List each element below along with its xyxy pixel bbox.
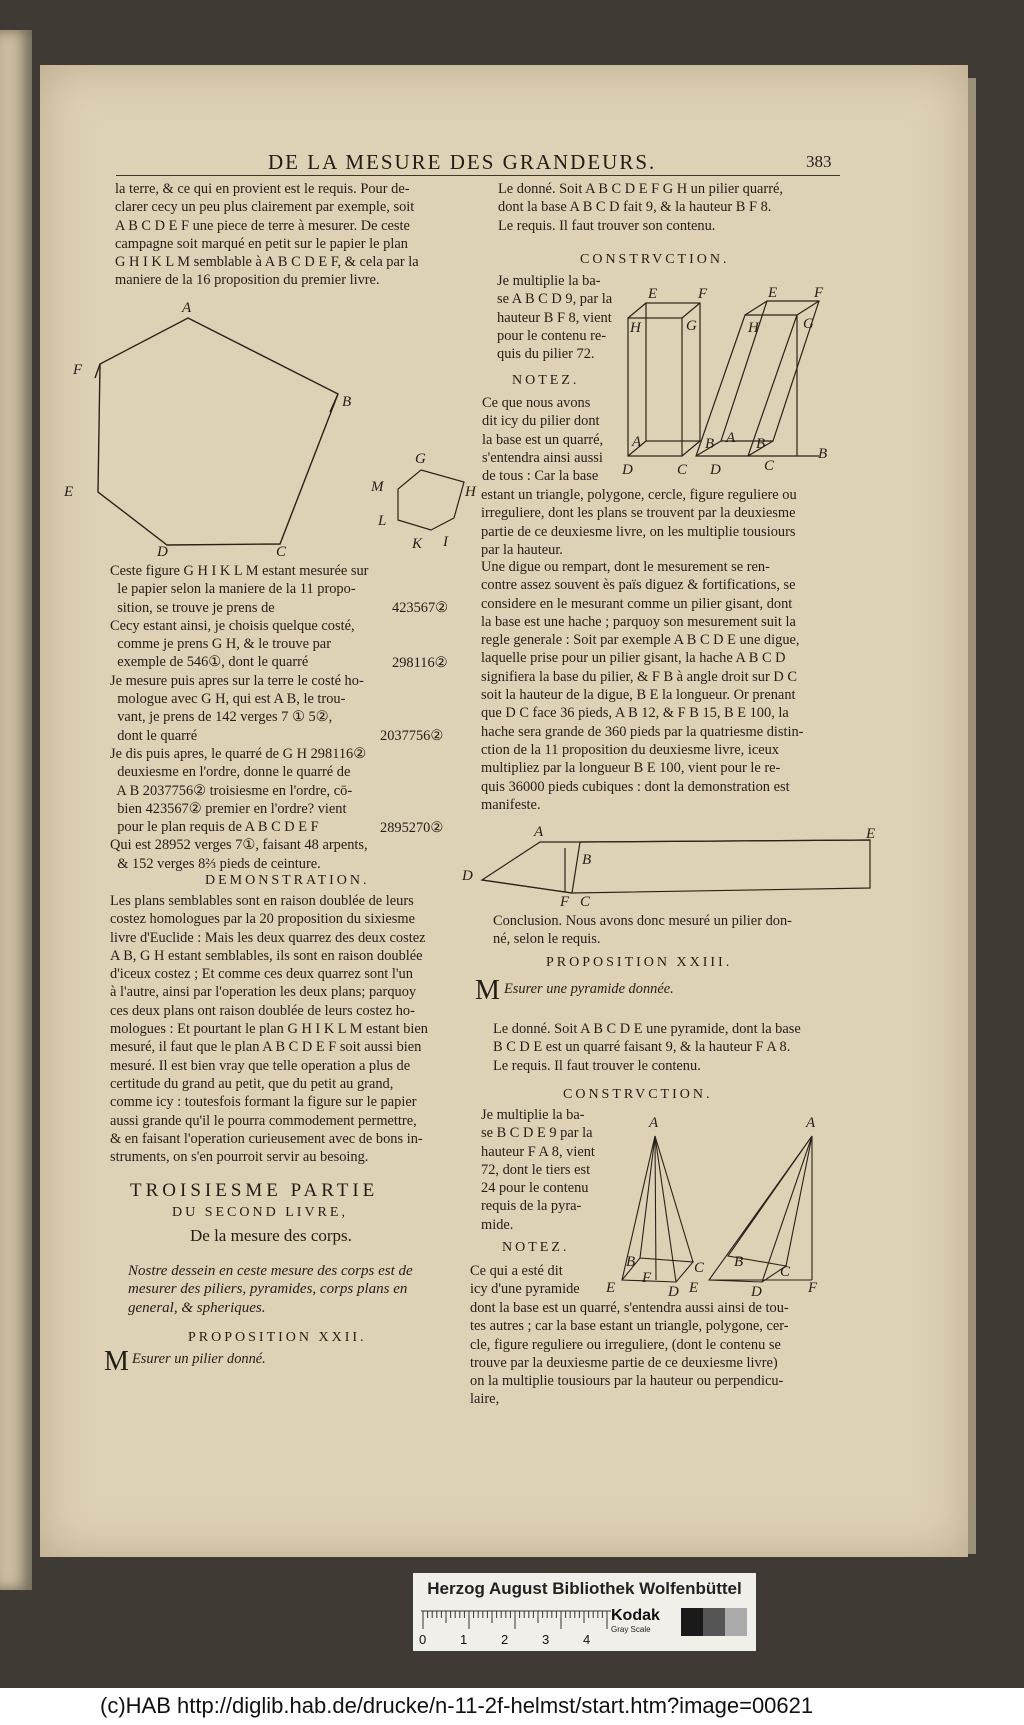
running-head: DE LA MESURE DES GRANDEURS. — [268, 150, 657, 174]
constr2-line: mide. — [481, 1216, 514, 1233]
dig-label-b: B — [582, 852, 592, 868]
digue-line: manifeste. — [481, 796, 541, 813]
swatch-dark-gray — [703, 1608, 725, 1636]
calc-line: le papier selon la maniere de la 11 propo- — [110, 581, 356, 598]
pil1-label-g: G — [686, 318, 697, 334]
demonstration-text — [110, 892, 428, 1166]
part-subtitle: DU SECOND LIVRE, — [172, 1205, 348, 1220]
conclusion-line: Conclusion. Nous avons donc mesuré un pilier don- — [493, 913, 792, 929]
constr2-line: 72, dont le tiers est — [481, 1161, 591, 1178]
calc-line: A B 2037756② troisiesme en l'ordre, cō- — [110, 782, 353, 799]
demo-line: certitude du grand au petit, que du petit au grand, — [110, 1075, 394, 1092]
demo-line: ces deux plans ont raison doublée de leurs costez ho- — [110, 1002, 415, 1019]
digue-line: la base est une hache ; parquoy son mesurement suit la — [481, 613, 796, 630]
constr2-line: requis de la pyra- — [481, 1198, 582, 1215]
notez2-line: dont la base est un quarré, s'entendra aussi ainsi de tou- — [470, 1300, 789, 1316]
intro-line: la terre, & ce qui en provient est le requis. Pour de- — [115, 181, 410, 197]
pyr2-label-f: F — [808, 1280, 818, 1296]
constr-line: hauteur B F 8, vient — [497, 309, 612, 326]
hex-label-f: F — [73, 362, 83, 378]
demo-line: costez homologues par la 20 proposition du sixiesme — [110, 911, 415, 928]
notez-line: de tous : Car la base — [482, 468, 599, 485]
constr2-line: Je multiplie la ba- — [481, 1107, 585, 1123]
calc-line: mologue avec G H, qui est A B, le trou- — [110, 691, 346, 708]
construction-text — [497, 272, 612, 363]
notez-text-narrow — [482, 394, 603, 485]
pil1-label-a: A — [632, 434, 642, 450]
notez2-line: tes autres ; car la base estant un triangle, polygone, cer- — [470, 1318, 789, 1335]
dig-label-a: A — [534, 824, 544, 840]
pil2-label-b: B — [756, 436, 766, 452]
small-hexagon-labels — [370, 451, 477, 552]
notez-line: s'entendra ainsi aussi — [482, 449, 603, 466]
kodak-logo: Kodak — [611, 1607, 660, 1624]
construction-heading: CONSTRVCTION. — [580, 252, 730, 267]
hex-label-a: A — [182, 300, 192, 316]
pil2-label-e: E — [768, 285, 778, 301]
hexagon-labels — [63, 300, 351, 560]
digue-line: laquelle prise pour un pilier gisant, la hache A B C D — [481, 650, 786, 667]
notez-line: estant un triangle, polygone, cercle, figure reguliere ou — [481, 487, 797, 503]
calc-line: Je dis puis apres, le quarré de G H 298116② — [110, 745, 367, 762]
pyr2-label-c: C — [780, 1264, 791, 1280]
pil2-label-d: D — [710, 462, 721, 478]
notez2-line: Ce qui a esté dit — [470, 1263, 563, 1279]
calc-value-2: 298116② — [392, 655, 448, 671]
calc-line: Ceste figure G H I K L M estant mesurée sur — [110, 563, 369, 579]
demonstration-heading: DEMONSTRATION. — [205, 873, 370, 888]
notez2-line: on la multiplie tousiours par la hauteur ou perpendicu- — [470, 1373, 784, 1390]
notez2-line: laire, — [470, 1391, 500, 1408]
pil1-label-b: B — [705, 436, 715, 452]
oblique-pyramid-labels — [688, 1115, 818, 1300]
ruler-number-4: 4 — [583, 1632, 591, 1647]
notez-text-2-wide — [470, 1299, 789, 1409]
pil2-label-a: A — [726, 430, 736, 446]
demo-line: comme icy : toutesfois formant la figure sur le papier — [110, 1094, 417, 1111]
proposition-23-text: Esurer une pyramide donnée. — [504, 981, 674, 997]
ruler-scale — [421, 1609, 611, 1631]
footer-link-text[interactable]: (c)HAB http://diglib.hab.de/drucke/n-11-2f-helmst/start.htm?image=00621 — [100, 1693, 814, 1718]
pil2-label-g: G — [803, 316, 814, 332]
calc-line: vant, je prens de 142 verges 7 ① 5②, — [110, 709, 333, 726]
pyr2-label-b: B — [734, 1254, 744, 1270]
pil2-label-f: F — [814, 285, 824, 301]
intro-line: clarer cecy un peu plus clairement par exemple, soit — [115, 199, 415, 216]
notez-heading: NOTEZ. — [512, 373, 580, 388]
constr-line: se A B C D 9, par la — [497, 291, 613, 308]
conclusion-line: né, selon le requis. — [493, 931, 601, 948]
calc-line: Cecy estant ainsi, je choisis quelque costé, — [110, 617, 355, 634]
dig-label-f: F — [560, 894, 570, 910]
pyr-label-f: F — [642, 1270, 652, 1286]
demo-line: Les plans semblables sont en raison doublée de leurs — [110, 893, 414, 909]
oblique-pyramid-figure — [709, 1136, 812, 1282]
color-target-card — [413, 1573, 756, 1651]
notez-line: partie de ce deuxiesme livre, on les multiplie tousiours — [481, 523, 796, 540]
sh-label-l: L — [378, 513, 387, 529]
given-text-2 — [493, 1020, 801, 1075]
pil1-label-h: H — [630, 320, 641, 336]
construction-text-2 — [481, 1106, 595, 1234]
pyr2-label-a: A — [806, 1115, 816, 1131]
constr2-line: hauteur F A 8, vient — [481, 1143, 595, 1160]
digue-line: quis 36000 pieds cubiques : dont la demonstration est — [481, 778, 790, 795]
footer-bar — [0, 1688, 1024, 1725]
given-line: Le requis. Il faut trouver son contenu. — [498, 217, 716, 234]
pil2-label-h: H — [748, 320, 759, 336]
swatch-light-gray — [725, 1608, 747, 1636]
design-line: general, & spheriques. — [128, 1299, 266, 1316]
constr-line: Je multiplie la ba- — [497, 273, 601, 289]
digue-line: multipliez par la longueur B E 100, vient pour le re- — [481, 760, 781, 777]
notez-line: Ce que nous avons — [482, 395, 591, 411]
demo-line: aussi grande qu'il le pourra commodement permettre, — [110, 1112, 417, 1129]
proposition-22-heading: PROPOSITION XXII. — [188, 1330, 367, 1345]
design-line: mesurer des piliers, pyramides, corps plans en — [128, 1281, 408, 1298]
ruler-number-1: 1 — [460, 1632, 468, 1647]
small-hexagon-figure — [398, 470, 464, 530]
proposition-22-text: Esurer un pilier donné. — [132, 1351, 266, 1367]
design-statement — [128, 1262, 413, 1317]
swatch-black — [681, 1608, 703, 1636]
calc-line: dont le quarré — [110, 727, 198, 744]
digue-line: considere en le mesurant comme un pilier gisant, dont — [481, 595, 793, 612]
pyr2-label-d: D — [751, 1284, 762, 1300]
digue-figure — [482, 840, 870, 893]
digue-line: hache sera grande de 360 pieds par la quatriesme distin- — [481, 723, 804, 740]
notez2-line: trouve par la deuxiesme partie de ce deuxiesme livre) — [470, 1354, 778, 1371]
given2-line: Le donné. Soit A B C D E une pyramide, dont la base — [493, 1021, 801, 1037]
calc-line: pour le plan requis de A B C D E F — [110, 819, 319, 836]
calc-line: Qui est 28952 verges 7①, faisant 48 arpents, — [110, 837, 368, 854]
demo-line: mesuré. Il est bien vray que telle operation a plus de — [110, 1057, 411, 1074]
digue-line: que D C face 36 pieds, A B 12, & F B 15, B E 100, la — [481, 705, 789, 722]
notez-text-2-narrow — [470, 1262, 580, 1299]
demo-line: mologues : Et pourtant le plan G H I K L M estant bien — [110, 1021, 428, 1038]
notez-line: irreguliere, dont les plans se trouvent par la deuxiesme — [481, 505, 796, 522]
part-name: De la mesure des corps. — [190, 1226, 352, 1245]
pil1-label-f: F — [698, 286, 708, 302]
demo-line: d'iceux costez ; Et comme ces deux quarrez sont l'un — [110, 966, 413, 983]
pyr-label-e: E — [606, 1280, 616, 1296]
hexagon-figure — [95, 318, 338, 545]
intro-line: G H I K L M semblable à A B C D E F, & cela par la — [115, 254, 419, 271]
demo-line: struments, on s'en pourroit servir au besoing. — [110, 1149, 369, 1166]
dig-label-e: E — [866, 826, 876, 842]
slanted-pillar-labels — [709, 285, 827, 478]
pil2-label-b2: B — [818, 446, 828, 462]
hex-label-e: E — [64, 484, 74, 500]
digue-labels — [461, 824, 875, 910]
ruler-number-0: 0 — [419, 1632, 427, 1647]
design-line: Nostre dessein en ceste mesure des corps est de — [128, 1263, 413, 1279]
pyr-label-d: D — [668, 1284, 679, 1300]
notez2-line: cle, figure reguliere ou irreguliere, (dont le contenu se — [470, 1336, 781, 1353]
dropcap-m-right: M — [475, 975, 500, 1006]
dig-label-d: D — [462, 868, 473, 884]
demo-line: & en faisant l'operation curieusement avec de bons in- — [110, 1130, 423, 1147]
hex-label-b: B — [342, 394, 352, 410]
sh-label-i: I — [443, 534, 448, 550]
pyr-label-a: A — [649, 1115, 659, 1131]
ruler-number-2: 2 — [501, 1632, 509, 1647]
calc-value-4: 2895270② — [380, 820, 444, 836]
sh-label-m: M — [371, 479, 384, 495]
digue-line: signifiera la base du pilier, & F B à angle droit sur D C — [481, 668, 797, 685]
demo-line: mesuré, il faut que le plan A B C D E F soit aussi bien — [110, 1039, 422, 1056]
given2-line: B C D E est un quarré faisant 9, & la hauteur F A 8. — [493, 1039, 791, 1056]
demo-line: A B, G H estant semblables, ils sont en raison doublée — [110, 947, 423, 964]
conclusion-text — [493, 912, 792, 949]
notez2-line: icy d'une pyramide — [470, 1281, 580, 1298]
digue-line: regle generale : Soit par exemple A B C D E une digue, — [481, 632, 800, 649]
calc-line: comme je prens G H, & le trouve par — [110, 636, 331, 653]
constr2-line: 24 pour le contenu — [481, 1180, 589, 1197]
pil1-label-d: D — [622, 462, 633, 478]
pil2-label-c: C — [764, 458, 775, 474]
intro-line: A B C D E F une piece de terre à mesurer. De ceste — [115, 217, 410, 234]
demo-line: à l'autre, ainsi par l'operation les deux plans; parquoy — [110, 984, 417, 1001]
hex-label-c: C — [276, 544, 287, 560]
calc-value-3: 2037756② — [380, 728, 444, 744]
calc-line: Je mesure puis apres sur la terre le costé ho- — [110, 672, 364, 689]
calc-line: deuxiesme en l'ordre, donne le quarré de — [110, 764, 351, 781]
pil1-label-e: E — [648, 286, 658, 302]
pil1-label-c: C — [677, 462, 688, 478]
constr2-line: se B C D E 9 par la — [481, 1125, 593, 1142]
notez-line: la base est un quarré, — [482, 431, 604, 448]
gray-scale-label: Gray Scale — [611, 1625, 651, 1634]
pyr2-label-e: E — [689, 1280, 699, 1296]
notez-heading-2: NOTEZ. — [502, 1240, 570, 1255]
sh-label-k: K — [412, 536, 423, 552]
given-line: dont la base A B C D fait 9, & la hauteur B F 8. — [498, 199, 772, 216]
calc-line: bien 423567② premier en l'ordre? vient — [110, 800, 347, 817]
sh-label-h: H — [465, 484, 476, 500]
calc-line: sition, se trouve je prens de — [110, 599, 275, 616]
notez-line: dit icy du pilier dont — [482, 413, 600, 430]
notez-line: par la hauteur. — [481, 541, 563, 558]
given-line: Le donné. Soit A B C D E F G H un pilier quarré, — [498, 181, 783, 197]
given2-line: Le requis. Il faut trouver le contenu. — [493, 1057, 701, 1074]
intro-line: maniere de la 16 proposition du premier livre. — [115, 272, 380, 289]
left-calculation-text — [110, 562, 368, 873]
digue-line: soit la hauteur de la digue, B E la longueur. Or prenant — [481, 687, 796, 704]
part-title: TROISIESME PARTIE — [130, 1180, 379, 1201]
notez-text-wide — [481, 486, 797, 559]
calc-line: & 152 verges 8⅔ pieds de ceinture. — [110, 855, 321, 872]
pyr-label-c: C — [694, 1260, 705, 1276]
library-name: Herzog August Bibliothek Wolfenbüttel — [427, 1579, 742, 1598]
dig-label-c: C — [580, 894, 591, 910]
digue-text — [481, 558, 803, 814]
constr-line: pour le contenu re- — [497, 327, 607, 344]
demo-line: livre d'Euclide : Mais les deux quarrez des deux costez — [110, 929, 426, 946]
sh-label-g: G — [415, 451, 426, 467]
page-number: 383 — [806, 152, 832, 171]
digue-line: Une digue ou rempart, dont le mesurement se ren- — [481, 559, 770, 575]
hex-label-d: D — [157, 544, 168, 560]
proposition-23-heading: PROPOSITION XXIII. — [546, 955, 733, 970]
construction-heading-2: CONSTRVCTION. — [563, 1087, 713, 1102]
pyr-label-b: B — [626, 1254, 636, 1270]
constr-line: quis du pilier 72. — [497, 346, 595, 363]
given-text — [498, 180, 783, 235]
ruler-number-3: 3 — [542, 1632, 550, 1647]
calc-value-1: 423567② — [392, 600, 449, 616]
dropcap-m-left: M — [104, 1346, 129, 1377]
intro-line: campagne soit marqué en petit sur le papier le plan — [115, 235, 408, 252]
digue-line: contre assez souvent ès païs diguez & fortifications, se — [481, 577, 796, 594]
calc-line: exemple de 546①, dont le quarré — [110, 654, 309, 671]
digue-line: ction de la 11 proposition du deuxiesme livre, iceux — [481, 741, 780, 758]
